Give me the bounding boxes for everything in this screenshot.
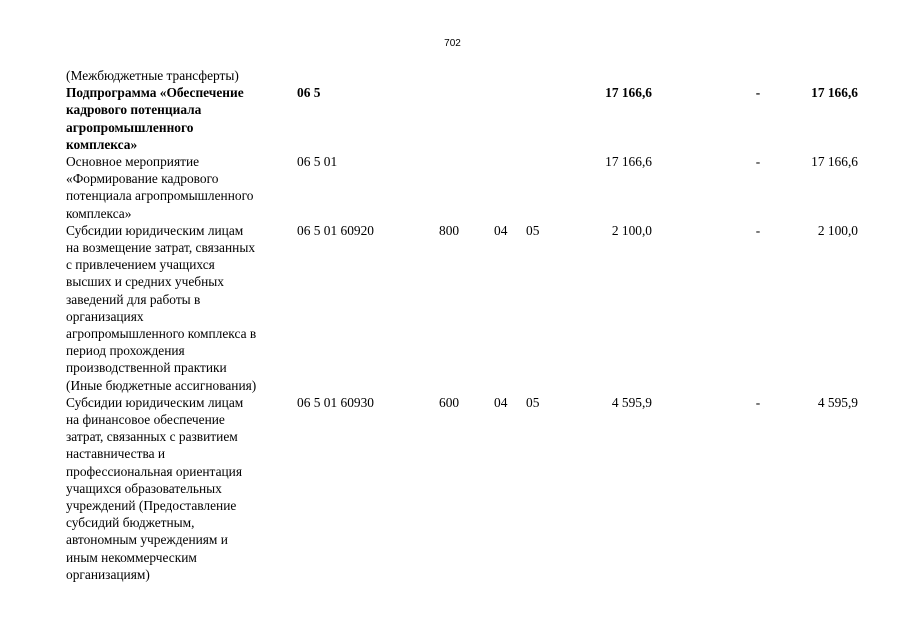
amount-change: -	[755, 394, 761, 410]
row-name-line: кадрового потенциала	[66, 102, 202, 118]
row-name-line: «Формирование кадрового	[66, 171, 219, 187]
row-name-line: организациям)	[66, 566, 150, 582]
row-name-line: учащихся образовательных	[66, 480, 222, 496]
row-name-line: на финансовое обеспечение	[66, 412, 225, 428]
subsection-code: 05	[526, 394, 540, 410]
table-row	[66, 84, 866, 153]
row-name-line: Основное мероприятие	[66, 154, 200, 170]
page-number: 702	[444, 38, 461, 49]
row-name-line: затрат, связанных с развитием	[66, 429, 238, 445]
amount-total: 17 166,6	[811, 85, 858, 101]
row-name-line: (Иные бюджетные ассигнования)	[66, 377, 257, 393]
row-name-line: автономным учреждениям и	[66, 532, 228, 548]
amount-approved: 4 595,9	[611, 394, 652, 410]
row-name-line: агропромышленного комплекса в	[66, 326, 257, 342]
row-name-line: агропромышленного	[66, 119, 194, 135]
table-row	[66, 67, 866, 84]
row-name-line: Подпрограмма «Обеспечение	[66, 85, 244, 101]
amount-approved: 17 166,6	[605, 154, 652, 170]
target-article-code: 06 5 01 60920	[297, 222, 374, 238]
table-row	[66, 394, 866, 583]
row-name-line: Субсидии юридическим лицам	[66, 394, 244, 410]
target-article-code: 06 5 01 60930	[297, 394, 374, 410]
row-name-line: с привлечением учащихся	[66, 257, 215, 273]
row-name-line: организациях	[66, 308, 144, 324]
row-name-line: производственной практики	[66, 360, 227, 376]
amount-change: -	[755, 85, 761, 101]
row-name	[66, 222, 286, 394]
amount-total: 2 100,0	[817, 222, 858, 238]
amount-approved: 2 100,0	[611, 222, 652, 238]
row-name	[66, 394, 286, 583]
row-name-line: комплекса»	[66, 136, 138, 152]
row-name-line: профессиональная ориентация	[66, 463, 243, 479]
row-name-line: потенциала агропромышленного	[66, 188, 254, 204]
row-name	[66, 153, 286, 222]
row-name-line: наставничества и	[66, 446, 166, 462]
amount-total: 4 595,9	[817, 394, 858, 410]
row-name-line: иным некоммерческим	[66, 549, 197, 565]
subsection-code: 05	[526, 222, 540, 238]
row-name-line: высших и средних учебных	[66, 274, 224, 290]
amount-approved: 17 166,6	[605, 85, 652, 101]
amount-change: -	[755, 154, 761, 170]
table-row	[66, 153, 866, 222]
row-name-line: Субсидии юридическим лицам	[66, 222, 244, 238]
budget-table	[66, 67, 866, 583]
row-name-line: на возмещение затрат, связанных	[66, 240, 256, 256]
row-name-line: заведений для работы в	[66, 291, 201, 307]
table-row	[66, 222, 866, 394]
expense-type-code: 600	[439, 394, 460, 410]
row-name-line: комплекса»	[66, 205, 132, 221]
row-name	[66, 84, 286, 153]
row-name	[66, 67, 286, 84]
target-article-code: 06 5	[297, 85, 321, 101]
expense-type-code: 800	[439, 222, 460, 238]
section-code: 04	[494, 394, 508, 410]
amount-change: -	[755, 222, 761, 238]
amount-total: 17 166,6	[811, 154, 858, 170]
row-name-line: (Межбюджетные трансферты)	[66, 68, 239, 83]
section-code: 04	[494, 222, 508, 238]
row-name-line: субсидий бюджетным,	[66, 515, 195, 531]
row-name-line: учреждений (Предоставление	[66, 498, 237, 514]
target-article-code: 06 5 01	[297, 154, 338, 170]
row-name-line: период прохождения	[66, 343, 185, 359]
